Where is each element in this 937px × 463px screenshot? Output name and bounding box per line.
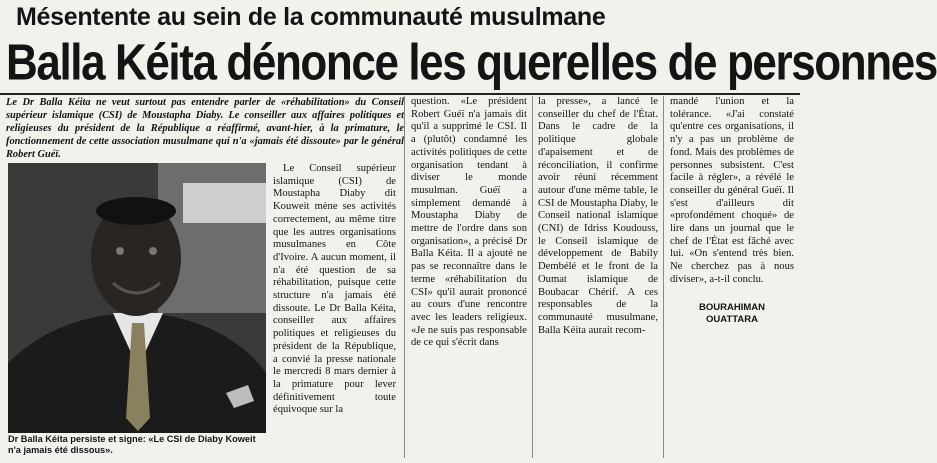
- article-kicker: Mésentente au sein de la communauté musulmane: [16, 3, 606, 31]
- paragraph: question. «Le président Robert Guéï n'a jamais dit qu'il a supprimé le CSI. Il a (plutôt) condamné les activités politiques de cette organisation tendant à diviser le monde musulman. Guéï a simplement demandé à Moustapha Diaby de mettre de l'ordre dans son organisation», a précisé Dr Balla Kéita. Il a ajouté ne pas se reconnaître dans le terme «réhabilitation du CSI» qu'il aurait prononcé au cours d'une rencontre avec les leaders religieux. «Je ne suis pas responsable de ce qui s'écrit dans: [411, 96, 527, 349]
- portrait-illustration: [8, 163, 266, 433]
- paragraph: la presse», a lancé le conseiller du chef de l'État. Dans le cadre de la politique globale d'apaisement et de réconciliation, il confirme avoir réuni récemment autour d'une même table, le CSI de Moustapha Diaby, le Conseil national islamique (CNI) de Idriss Koudouss, le Conseil islamique de développement de Babily Dembélé et le front de la Oumat islamique de Boubacar Chérif. A ces responsables de la communauté musulmane, Balla Kéita aurait recom-: [538, 96, 658, 336]
- article-lede: Le Dr Balla Kéita ne veut surtout pas entendre parler de «réhabilitation» du Conseil supérieur islamique (CSI) de Moustapha Diaby. Le conseiller aux affaires politiques et religieuses du président de la République a réaffirmé, avant-hier, à la primature, le fonctionnement de cette association musulmane qui n'a «jamais été dissoute» par le général Robert Guéï.: [6, 97, 404, 160]
- column-divider: [663, 96, 664, 458]
- column-divider: [532, 96, 533, 458]
- author-byline: BOURAHIMAN OUATTARA: [699, 302, 765, 325]
- article-column-3: [538, 96, 658, 337]
- article-column-4: [670, 96, 794, 287]
- header-rule: [0, 93, 800, 95]
- paragraph: Le Conseil supérieur islamique (CSI) de Moustapha Diaby dit Kouweit mène ses activités correctement, au même titre que les autres organisations musulmanes en Côte d'Ivoire. A aucun moment, il n'a été question de sa réhabilitation, puisque cette structure n'a jamais été dissoute. Le Dr Balla Kéita, conseiller aux affaires politiques et religieuses du président de la République, a convié la presse nationale le mercredi 8 mars dernier à la primature pour lever définitivement toute équivoque sur la: [273, 163, 396, 416]
- portrait-photo: [8, 163, 266, 433]
- article-headline: Balla Kéita dénonce les querelles de personnes: [6, 34, 937, 91]
- photo-caption: Dr Balla Kéita persiste et signe: «Le CSI de Diaby Koweit n'a jamais été dissous».: [8, 434, 256, 455]
- column-divider: [404, 96, 405, 458]
- paragraph: mandé l'union et la tolérance. «J'ai constaté qu'entre ces organisations, il n'y a pas un problème de fond. Mais des problèmes de personnes subsistent. C'est facile à régler», a révélé le conseiller du général Guéï. Il s'est d'ailleurs dit «profondément choqué» de lire dans un journal que le chef de l'État est fâché avec lui. «On s'entend très bien. Ne cherchez pas à nous diviser», a-t-il conclu.: [670, 96, 794, 285]
- article-column-2: [411, 96, 527, 350]
- article-column-1: [273, 163, 396, 417]
